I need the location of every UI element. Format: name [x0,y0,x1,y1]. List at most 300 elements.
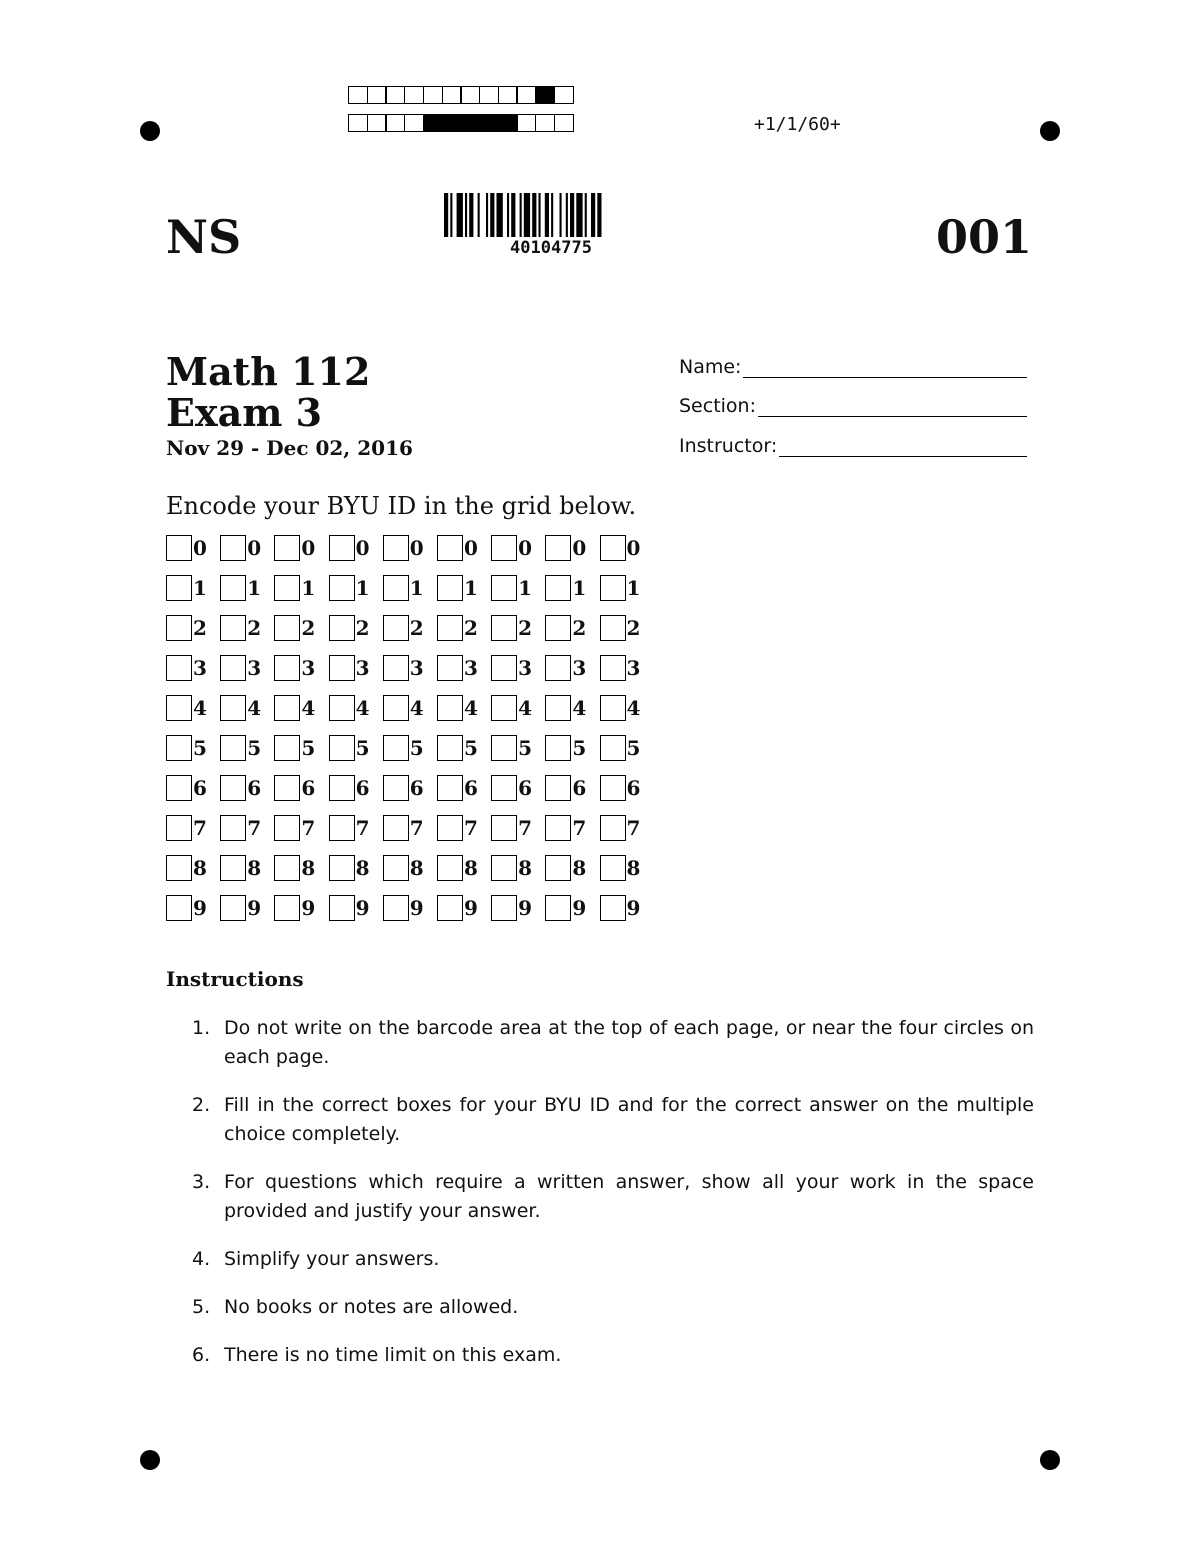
digit-label: 0 [572,536,587,560]
checkbox[interactable] [545,855,571,881]
id-digit-bubble[interactable] [437,655,491,695]
checkbox[interactable] [329,815,355,841]
checkbox[interactable] [166,775,192,801]
id-grid-row [166,735,654,775]
digit-label: 3 [463,656,478,680]
id-digit-bubble[interactable] [220,855,274,895]
id-digit-bubble[interactable] [545,815,599,855]
id-digit-bubble[interactable] [166,815,220,855]
id-digit-bubble[interactable] [545,575,599,615]
id-digit-bubble[interactable] [600,695,654,735]
digit-label: 0 [626,536,641,560]
checkbox[interactable] [220,855,246,881]
digit-label: 1 [463,576,478,600]
digit-label: 9 [247,896,262,920]
id-grid-row [166,575,654,615]
id-digit-bubble[interactable] [329,655,383,695]
id-digit-bubble[interactable] [545,895,599,935]
id-digit-bubble[interactable] [383,815,437,855]
id-digit-bubble[interactable] [600,535,654,575]
digit-label: 1 [518,576,533,600]
id-digit-bubble[interactable] [166,855,220,895]
barcode-bar [497,193,503,237]
checkbox[interactable] [220,775,246,801]
id-digit-bubble[interactable] [437,855,491,895]
id-digit-bubble[interactable] [491,815,545,855]
checkbox[interactable] [545,775,571,801]
digit-label: 6 [355,776,370,800]
id-digit-bubble[interactable] [166,775,220,815]
barcode [444,193,658,237]
id-digit-bubble[interactable] [437,615,491,655]
digit-label: 0 [247,536,262,560]
digit-label: 8 [301,856,316,880]
id-digit-bubble[interactable] [329,855,383,895]
id-digit-bubble[interactable] [545,855,599,895]
checkbox[interactable] [329,615,355,641]
id-digit-bubble[interactable] [437,735,491,775]
id-digit-bubble[interactable] [274,695,328,735]
checkbox[interactable] [600,815,626,841]
section-label: Section: [679,395,756,417]
checkbox[interactable] [220,615,246,641]
id-digit-bubble[interactable] [329,615,383,655]
checkbox[interactable] [166,815,192,841]
digit-label: 1 [626,576,641,600]
course-title: Math 112 [166,349,371,394]
id-digit-bubble[interactable] [329,775,383,815]
page-code-strip-2 [348,114,574,132]
checkbox[interactable] [220,735,246,761]
digit-label: 2 [193,616,207,640]
checkbox[interactable] [274,815,300,841]
checkbox[interactable] [220,575,246,601]
digit-label: 5 [247,736,262,760]
checkbox[interactable] [600,655,626,681]
checkbox[interactable] [437,535,463,561]
barcode-bar [469,193,473,237]
checkbox[interactable] [274,855,300,881]
checkbox[interactable] [274,695,300,721]
id-digit-bubble[interactable] [491,775,545,815]
digit-label: 2 [301,616,316,640]
checkbox[interactable] [383,655,409,681]
barcode-bar [576,193,582,237]
digit-label: 6 [247,776,262,800]
digit-label: 2 [463,616,478,640]
barcode-bar [507,193,509,237]
name-field[interactable] [679,356,1027,378]
registration-dot-bottom-right [1040,1450,1060,1470]
instruction-item [192,1341,1034,1370]
digit-label: 1 [193,576,207,600]
id-digit-bubble[interactable] [274,615,328,655]
instruction-text: There is no time limit on this exam. [224,1344,562,1366]
id-digit-bubble[interactable] [491,615,545,655]
instruction-number: 2. [192,1094,211,1116]
instruction-item [192,1245,1034,1274]
id-digit-bubble[interactable] [383,655,437,695]
checkbox[interactable] [383,535,409,561]
checkbox[interactable] [545,535,571,561]
checkbox[interactable] [166,615,192,641]
digit-label: 9 [409,896,424,920]
digit-label: 7 [409,816,424,840]
id-digit-bubble[interactable] [600,895,654,935]
checkbox[interactable] [491,655,517,681]
id-digit-bubble[interactable] [166,695,220,735]
id-digit-bubble[interactable] [491,535,545,575]
digit-label: 0 [355,536,370,560]
checkbox[interactable] [600,735,626,761]
checkbox[interactable] [383,735,409,761]
id-digit-bubble[interactable] [383,575,437,615]
checkbox[interactable] [600,695,626,721]
digit-label: 7 [463,816,478,840]
id-digit-bubble[interactable] [545,775,599,815]
checkbox[interactable] [166,735,192,761]
instruction-text: Fill in the correct boxes for your BYU ID and for the correct answer on the multiple choice completely. [224,1094,1034,1145]
barcode-bar [545,193,549,237]
instruction-item [192,1091,1034,1149]
barcode-number: 40104775 [510,238,592,258]
instructor-field[interactable] [679,435,1027,457]
id-digit-bubble[interactable] [383,775,437,815]
code-cell [554,86,574,104]
id-digit-bubble[interactable] [545,655,599,695]
checkbox[interactable] [437,615,463,641]
checkbox[interactable] [437,895,463,921]
id-digit-bubble[interactable] [274,815,328,855]
checkbox[interactable] [220,815,246,841]
checkbox[interactable] [329,535,355,561]
id-digit-bubble[interactable] [491,575,545,615]
checkbox[interactable] [600,615,626,641]
id-digit-bubble[interactable] [437,535,491,575]
instruction-text: For questions which require a written answer, show all your work in the space provided and justify your answer. [224,1171,1034,1222]
checkbox[interactable] [600,575,626,601]
id-digit-bubble[interactable] [329,735,383,775]
id-digit-bubble[interactable] [220,775,274,815]
code-cell [516,86,536,104]
checkbox[interactable] [274,655,300,681]
id-digit-bubble[interactable] [600,655,654,695]
checkbox[interactable] [329,575,355,601]
checkbox[interactable] [166,575,192,601]
digit-label: 0 [518,536,533,560]
id-digit-bubble[interactable] [600,775,654,815]
id-digit-bubble[interactable] [491,695,545,735]
digit-label: 7 [518,816,533,840]
digit-label: 2 [409,616,424,640]
checkbox[interactable] [329,735,355,761]
checkbox[interactable] [437,655,463,681]
checkbox[interactable] [437,775,463,801]
checkbox[interactable] [274,735,300,761]
id-digit-bubble[interactable] [600,735,654,775]
id-digit-bubble[interactable] [220,615,274,655]
code-cell [423,114,443,132]
barcode-bar [490,193,494,237]
checkbox[interactable] [491,855,517,881]
checkbox[interactable] [491,615,517,641]
checkbox[interactable] [166,695,192,721]
digit-label: 8 [193,856,207,880]
digit-label: 0 [463,536,478,560]
checkbox[interactable] [437,735,463,761]
digit-label: 3 [355,656,370,680]
id-digit-bubble[interactable] [383,695,437,735]
digit-label: 3 [193,656,207,680]
checkbox[interactable] [437,815,463,841]
checkbox[interactable] [491,815,517,841]
digit-label: 4 [355,696,370,720]
checkbox[interactable] [329,655,355,681]
id-digit-bubble[interactable] [491,855,545,895]
checkbox[interactable] [220,695,246,721]
id-digit-bubble[interactable] [491,895,545,935]
digit-label: 3 [301,656,316,680]
id-digit-bubble[interactable] [383,735,437,775]
id-digit-bubble[interactable] [274,735,328,775]
digit-label: 4 [518,696,533,720]
instructions-heading: Instructions [166,967,304,991]
digit-label: 6 [193,776,207,800]
id-grid-row [166,615,654,655]
checkbox[interactable] [545,655,571,681]
id-digit-bubble[interactable] [545,695,599,735]
code-cell [348,86,368,104]
checkbox[interactable] [274,575,300,601]
id-digit-bubble[interactable] [220,695,274,735]
digit-label: 5 [193,736,207,760]
digit-label: 1 [409,576,424,600]
id-digit-bubble[interactable] [383,855,437,895]
id-digit-bubble[interactable] [383,615,437,655]
checkbox[interactable] [274,775,300,801]
checkbox[interactable] [600,855,626,881]
checkbox[interactable] [545,695,571,721]
digit-label: 9 [301,896,316,920]
digit-label: 6 [572,776,587,800]
digit-label: 2 [572,616,587,640]
digit-label: 8 [463,856,478,880]
digit-label: 2 [626,616,641,640]
checkbox[interactable] [437,855,463,881]
instructor-line[interactable] [779,438,1027,457]
digit-label: 7 [355,816,370,840]
checkbox[interactable] [545,735,571,761]
digit-label: 4 [463,696,478,720]
checkbox[interactable] [383,895,409,921]
id-digit-bubble[interactable] [437,775,491,815]
id-digit-bubble[interactable] [545,615,599,655]
id-digit-bubble[interactable] [329,575,383,615]
checkbox[interactable] [600,535,626,561]
id-digit-bubble[interactable] [274,775,328,815]
id-digit-bubble[interactable] [600,575,654,615]
barcode-bar [450,193,452,237]
id-digit-bubble[interactable] [220,535,274,575]
barcode-bar [570,193,574,237]
checkbox[interactable] [491,575,517,601]
registration-dot-top-left [140,121,160,141]
id-digit-bubble[interactable] [220,895,274,935]
id-digit-bubble[interactable] [491,655,545,695]
barcode-bar [444,193,448,237]
digit-label: 7 [247,816,262,840]
checkbox[interactable] [545,815,571,841]
digit-label: 0 [301,536,316,560]
checkbox[interactable] [220,655,246,681]
id-digit-bubble[interactable] [545,735,599,775]
checkbox[interactable] [545,615,571,641]
id-digit-bubble[interactable] [166,735,220,775]
code-cell [367,114,387,132]
id-digit-bubble[interactable] [437,695,491,735]
id-digit-bubble[interactable] [274,895,328,935]
section-field[interactable] [679,395,1027,417]
id-digit-bubble[interactable] [329,535,383,575]
checkbox[interactable] [600,775,626,801]
checkbox[interactable] [545,575,571,601]
instruction-number: 4. [192,1248,211,1270]
form-code: 001 [935,210,1032,264]
checkbox[interactable] [329,775,355,801]
checkbox[interactable] [491,895,517,921]
code-cell [404,114,424,132]
checkbox[interactable] [383,575,409,601]
digit-label: 2 [355,616,370,640]
id-digit-bubble[interactable] [329,815,383,855]
instruction-number: 3. [192,1171,211,1193]
checkbox[interactable] [274,535,300,561]
checkbox[interactable] [166,855,192,881]
id-digit-bubble[interactable] [600,855,654,895]
checkbox[interactable] [545,895,571,921]
exam-title: Exam 3 [166,390,323,435]
id-digit-bubble[interactable] [600,815,654,855]
code-cell [404,86,424,104]
checkbox[interactable] [220,895,246,921]
id-digit-bubble[interactable] [274,655,328,695]
checkbox[interactable] [437,695,463,721]
digit-label: 3 [572,656,587,680]
id-grid [166,535,654,935]
checkbox[interactable] [600,895,626,921]
checkbox[interactable] [166,535,192,561]
barcode-bar [486,193,488,237]
barcode-bar [532,193,536,237]
id-grid-row [166,895,654,935]
id-digit-bubble[interactable] [220,655,274,695]
id-grid-prompt: Encode your BYU ID in the grid below. [166,492,637,520]
checkbox[interactable] [329,895,355,921]
id-digit-bubble[interactable] [329,695,383,735]
id-digit-bubble[interactable] [437,815,491,855]
barcode-bar [585,193,587,237]
instruction-item [192,1168,1034,1226]
id-digit-bubble[interactable] [329,895,383,935]
id-digit-bubble[interactable] [274,535,328,575]
barcode-bar [566,193,568,237]
id-digit-bubble[interactable] [383,895,437,935]
digit-label: 7 [193,816,207,840]
page-code-strip-1 [348,86,574,104]
checkbox[interactable] [166,655,192,681]
checkbox[interactable] [491,695,517,721]
checkbox[interactable] [383,775,409,801]
barcode-bar [465,193,467,237]
digit-label: 8 [409,856,424,880]
barcode-bar [457,193,463,237]
digit-label: 3 [247,656,262,680]
digit-label: 0 [409,536,424,560]
checkbox[interactable] [383,615,409,641]
code-cell [516,114,536,132]
id-digit-bubble[interactable] [166,655,220,695]
id-digit-bubble[interactable] [166,535,220,575]
digit-label: 4 [409,696,424,720]
digit-label: 4 [301,696,316,720]
id-digit-bubble[interactable] [491,735,545,775]
barcode-bar [478,193,480,237]
name-line[interactable] [743,359,1027,378]
id-grid-row [166,695,654,735]
checkbox[interactable] [491,535,517,561]
id-digit-bubble[interactable] [166,575,220,615]
section-line[interactable] [758,398,1027,417]
digit-label: 6 [463,776,478,800]
digit-label: 6 [301,776,316,800]
checkbox[interactable] [274,615,300,641]
digit-label: 1 [355,576,370,600]
checkbox[interactable] [329,855,355,881]
id-digit-bubble[interactable] [437,895,491,935]
checkbox[interactable] [220,535,246,561]
checkbox[interactable] [437,575,463,601]
checkbox[interactable] [383,855,409,881]
id-digit-bubble[interactable] [220,575,274,615]
id-digit-bubble[interactable] [220,735,274,775]
digit-label: 8 [626,856,641,880]
checkbox[interactable] [383,815,409,841]
page-code: +1/1/60+ [754,114,841,135]
digit-label: 6 [518,776,533,800]
id-digit-bubble[interactable] [166,615,220,655]
id-digit-bubble[interactable] [437,575,491,615]
id-digit-bubble[interactable] [274,575,328,615]
checkbox[interactable] [329,695,355,721]
id-digit-bubble[interactable] [166,895,220,935]
id-digit-bubble[interactable] [545,535,599,575]
checkbox[interactable] [491,735,517,761]
instructions-list [192,1014,1034,1389]
id-digit-bubble[interactable] [274,855,328,895]
digit-label: 6 [626,776,641,800]
id-digit-bubble[interactable] [600,615,654,655]
digit-label: 8 [572,856,587,880]
id-digit-bubble[interactable] [220,815,274,855]
barcode-bar [539,193,541,237]
checkbox[interactable] [383,695,409,721]
checkbox[interactable] [491,775,517,801]
id-grid-row [166,775,654,815]
checkbox[interactable] [166,895,192,921]
id-digit-bubble[interactable] [383,535,437,575]
checkbox[interactable] [274,895,300,921]
digit-label: 0 [193,536,207,560]
